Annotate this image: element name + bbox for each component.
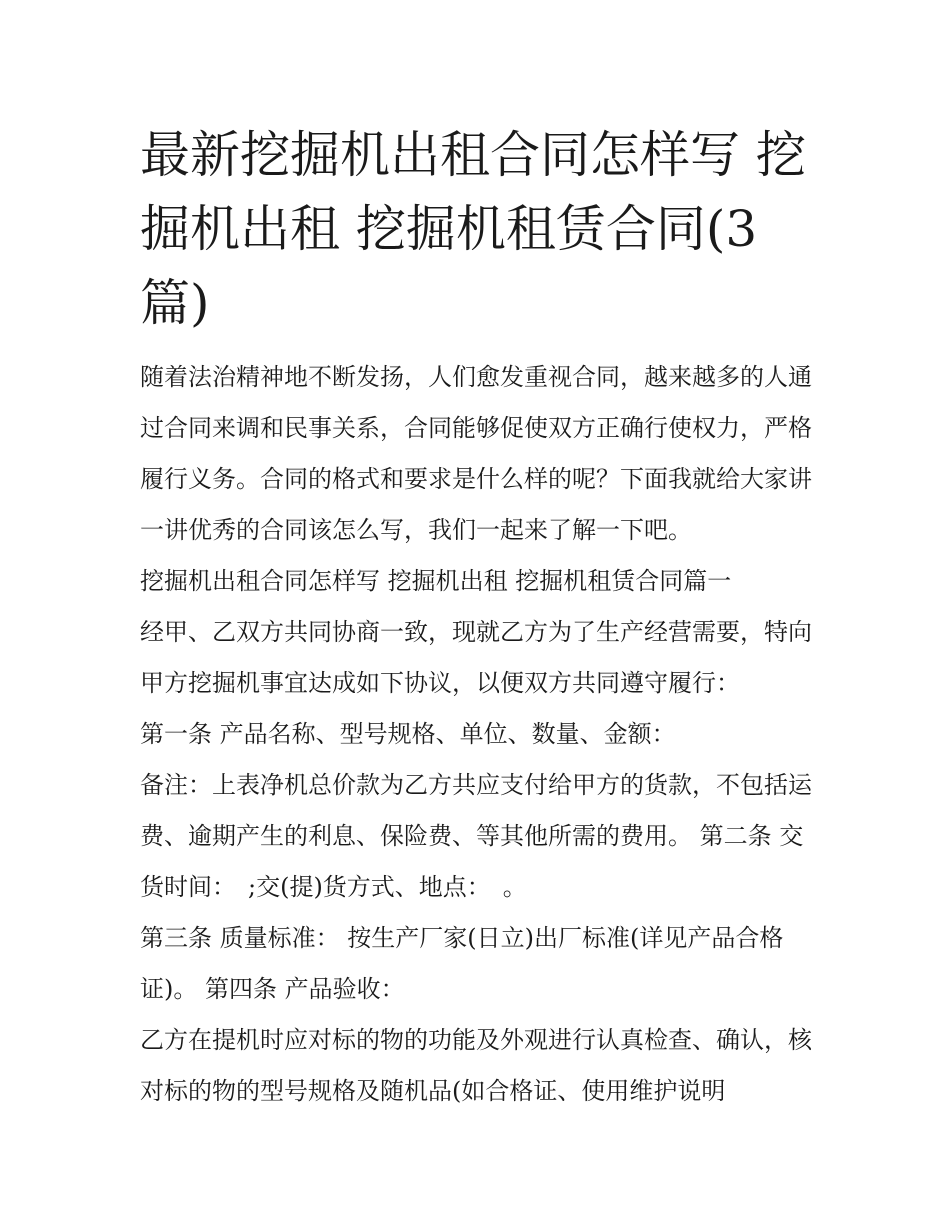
contract-preamble: 经甲、乙双方共同协商一致，现就乙方为了生产经营需要，特向甲方挖掘机事宜达成如下协议，以便双方共同遵守履行： [140,618,812,697]
section-heading: 挖掘机出租合同怎样写 挖掘机出租 挖掘机租赁合同篇一 [140,567,732,595]
article-one: 第一条 产品名称、型号规格、单位、数量、金额： [140,720,676,748]
document-page [140,118,820,1117]
inspection-paragraph: 乙方在提机时应对标的物的功能及外观进行认真检查、确认，核对标的物的型号规格及随机品(如合格证、使用维护说明 [140,1026,812,1105]
note-and-article-two: 备注：上表净机总价款为乙方共应支付给甲方的货款，不包括运费、逾期产生的利息、保险费、等其他所需的费用。 第二条 交货时间： ;交(提)货方式、地点： 。 [140,771,812,901]
article-three-four: 第三条 质量标准： 按生产厂家(日立)出厂标准(详见产品合格证)。 第四条 产品验收： [140,924,784,1003]
intro-paragraph: 随着法治精神地不断发扬，人们愈发重视合同，越来越多的人通过合同来调和民事关系，合同能够促使双方正确行使权力，严格履行义务。合同的格式和要求是什么样的呢？下面我就给大家讲一讲优秀的合同该怎么写，我们一起来了解一下吧。 [140,363,812,544]
document-title: 最新挖掘机出租合同怎样写 挖掘机出租 挖掘机租赁合同(3篇) [140,126,806,332]
